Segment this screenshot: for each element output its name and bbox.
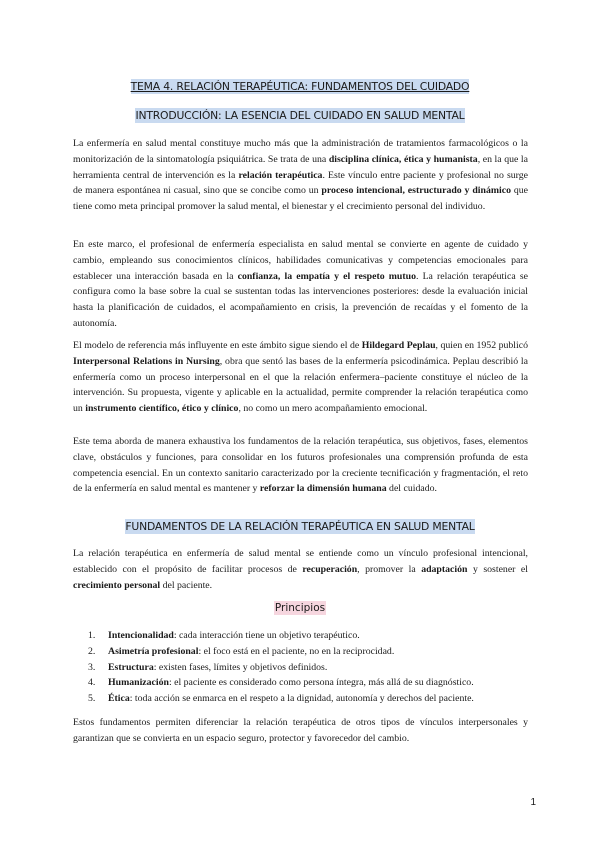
paragraph-intro-4: [73, 434, 528, 497]
text-run: y sostener el: [467, 563, 528, 575]
list-number: 1.: [88, 630, 96, 641]
bold-run: adaptación: [421, 563, 468, 575]
bold-run: confianza, la empatía y el respeto mutuo: [237, 270, 416, 282]
text-run: , promover la: [357, 563, 422, 575]
paragraph-intro-1: [73, 136, 528, 215]
text-run: En este marco, el profesional de enfermería especialista en salud mental se convierte en agente de cuidado y cambio, empleando sus conocimientos clínicos, habilidades comunicativas y competencias emocionales para establecer una interacción basada en la: [73, 239, 528, 282]
section-heading-text: INTRODUCCIÓN: LA ESENCIA DEL CUIDADO EN SALUD MENTAL: [135, 109, 465, 122]
list-number: 4.: [88, 677, 96, 689]
text-run: . La relación terapéutica se configura como la base sobre la cual se sustentan todas las intervenciones posteriores: desde la evaluación inicial hasta la planificación de cuidados, el acompañamiento en crisis, la prevención de recaídas y el fomento de la autonomía.: [73, 270, 528, 329]
text-run: del paciente.: [160, 579, 213, 591]
text-run: , obra que sentó las bases de la enfermería psicodinámica. Peplau describió la enfermería como un proceso interpersonal en el que la relación enfermera–paciente constituye el núcleo de la intervención. Su propuesta, vigente y aplicable en la actualidad, permite comprender la relación terapéutica como un: [73, 355, 528, 415]
bold-run: recuperación: [302, 563, 358, 575]
list-item: [88, 691, 528, 707]
subheading-text: Principios: [274, 602, 326, 614]
list-term: Ética: [108, 693, 130, 705]
document-title: [60, 80, 540, 93]
list-term: Asimetría profesional: [108, 645, 199, 657]
bold-run: reforzar la dimensión humana: [259, 483, 387, 495]
paragraph-intro-2: [73, 237, 528, 332]
list-number: 3.: [88, 661, 96, 673]
list-term: Humanización: [108, 677, 169, 689]
paragraph-fundamentos-2: Estos fundamentos permiten diferenciar la relación terapéutica de otros tipos de vínculos interpersonales y garantizan que se convierta en un espacio seguro, protector y favorecedor del cambio.: [73, 717, 528, 744]
page-number: 1: [530, 797, 536, 808]
bold-run: disciplina clínica, ética y humanista: [328, 153, 478, 165]
subheading-principios: [60, 602, 540, 614]
text-run: El modelo de referencia más influyente en este ámbito sigue siendo el de: [73, 340, 362, 351]
paragraph-fundamentos-1: [73, 546, 528, 593]
list-text: : el paciente es considerado como persona íntegra, más allá de su diagnóstico.: [168, 677, 474, 689]
bold-run: Hildegard Peplau: [361, 340, 436, 351]
list-term: Estructura: [108, 661, 154, 673]
text-run: Este tema aborda de manera exhaustiva los fundamentos de la relación terapéutica, sus objetivos, fases, elementos clave, obstáculos y funciones, para consolidar en los futuros profesionales una comprensión profunda de esta competencia esencial. En un contexto sanitario caracterizado por la creciente tecnificación y fragmentación, el reto de la enfermería en salud mental es mantener y: [73, 436, 528, 495]
bold-run: Interpersonal Relations in Nursing: [73, 355, 220, 367]
list-text: : toda acción se enmarca en el respeto a la dignidad, autonomía y derechos del paciente.: [129, 693, 474, 705]
text-run: del cuidado.: [386, 483, 437, 495]
list-number: 2.: [88, 645, 96, 657]
list-text: : existen fases, límites y objetivos definidos.: [153, 661, 328, 673]
bold-run: instrumento científico, ético y clínico: [85, 403, 239, 415]
text-run: . Este vínculo entre paciente y profesional no surge de manera espontánea ni casual, sino que se concibe como un: [73, 169, 528, 197]
bold-run: proceso intencional, estructurado y dinámico: [321, 185, 511, 197]
list-number: 5.: [88, 693, 96, 705]
paragraph-intro-3: [73, 338, 528, 417]
list-item: [88, 644, 528, 660]
section-heading-introduccion: [60, 109, 540, 122]
list-text: : el foco está en el paciente, no en la reciprocidad.: [198, 645, 395, 657]
text-run: , en la que la herramienta central de intervención es la: [73, 153, 528, 181]
list-item: [88, 675, 528, 691]
list-item: [88, 660, 528, 676]
list-item: [88, 628, 528, 644]
text-run: que tiene como meta principal promover la salud mental, el bienestar y el crecimiento personal del individuo.: [73, 185, 529, 213]
bold-run: relación terapéutica: [238, 169, 323, 181]
principles-list: [88, 628, 528, 707]
bold-run: crecimiento personal: [73, 579, 161, 591]
section-heading-fundamentos: [60, 520, 540, 533]
list-text: : cada interacción tiene un objetivo terapéutico.: [173, 630, 360, 641]
document-title-text: TEMA 4. RELACIÓN TERAPÉUTICA: FUNDAMENTOS DEL CUIDADO: [130, 80, 470, 93]
section-heading-text: FUNDAMENTOS DE LA RELACIÓN TERAPÉUTICA EN SALUD MENTAL: [125, 520, 475, 533]
text-run: La relación terapéutica en enfermería de salud mental se entiende como un vínculo profesional intencional, establecido con el propósito de facilitar procesos de: [73, 548, 528, 575]
text-run: La enfermería en salud mental constituye mucho más que la administración de tratamientos farmacológicos o la monitorización de la sintomatología psiquiátrica. Se trata de una: [73, 138, 528, 165]
text-run: , no como un mero acompañamiento emocional.: [238, 403, 428, 415]
text-run: , quien en 1952 publicó: [435, 340, 528, 351]
list-term: Intencionalidad: [108, 630, 174, 641]
